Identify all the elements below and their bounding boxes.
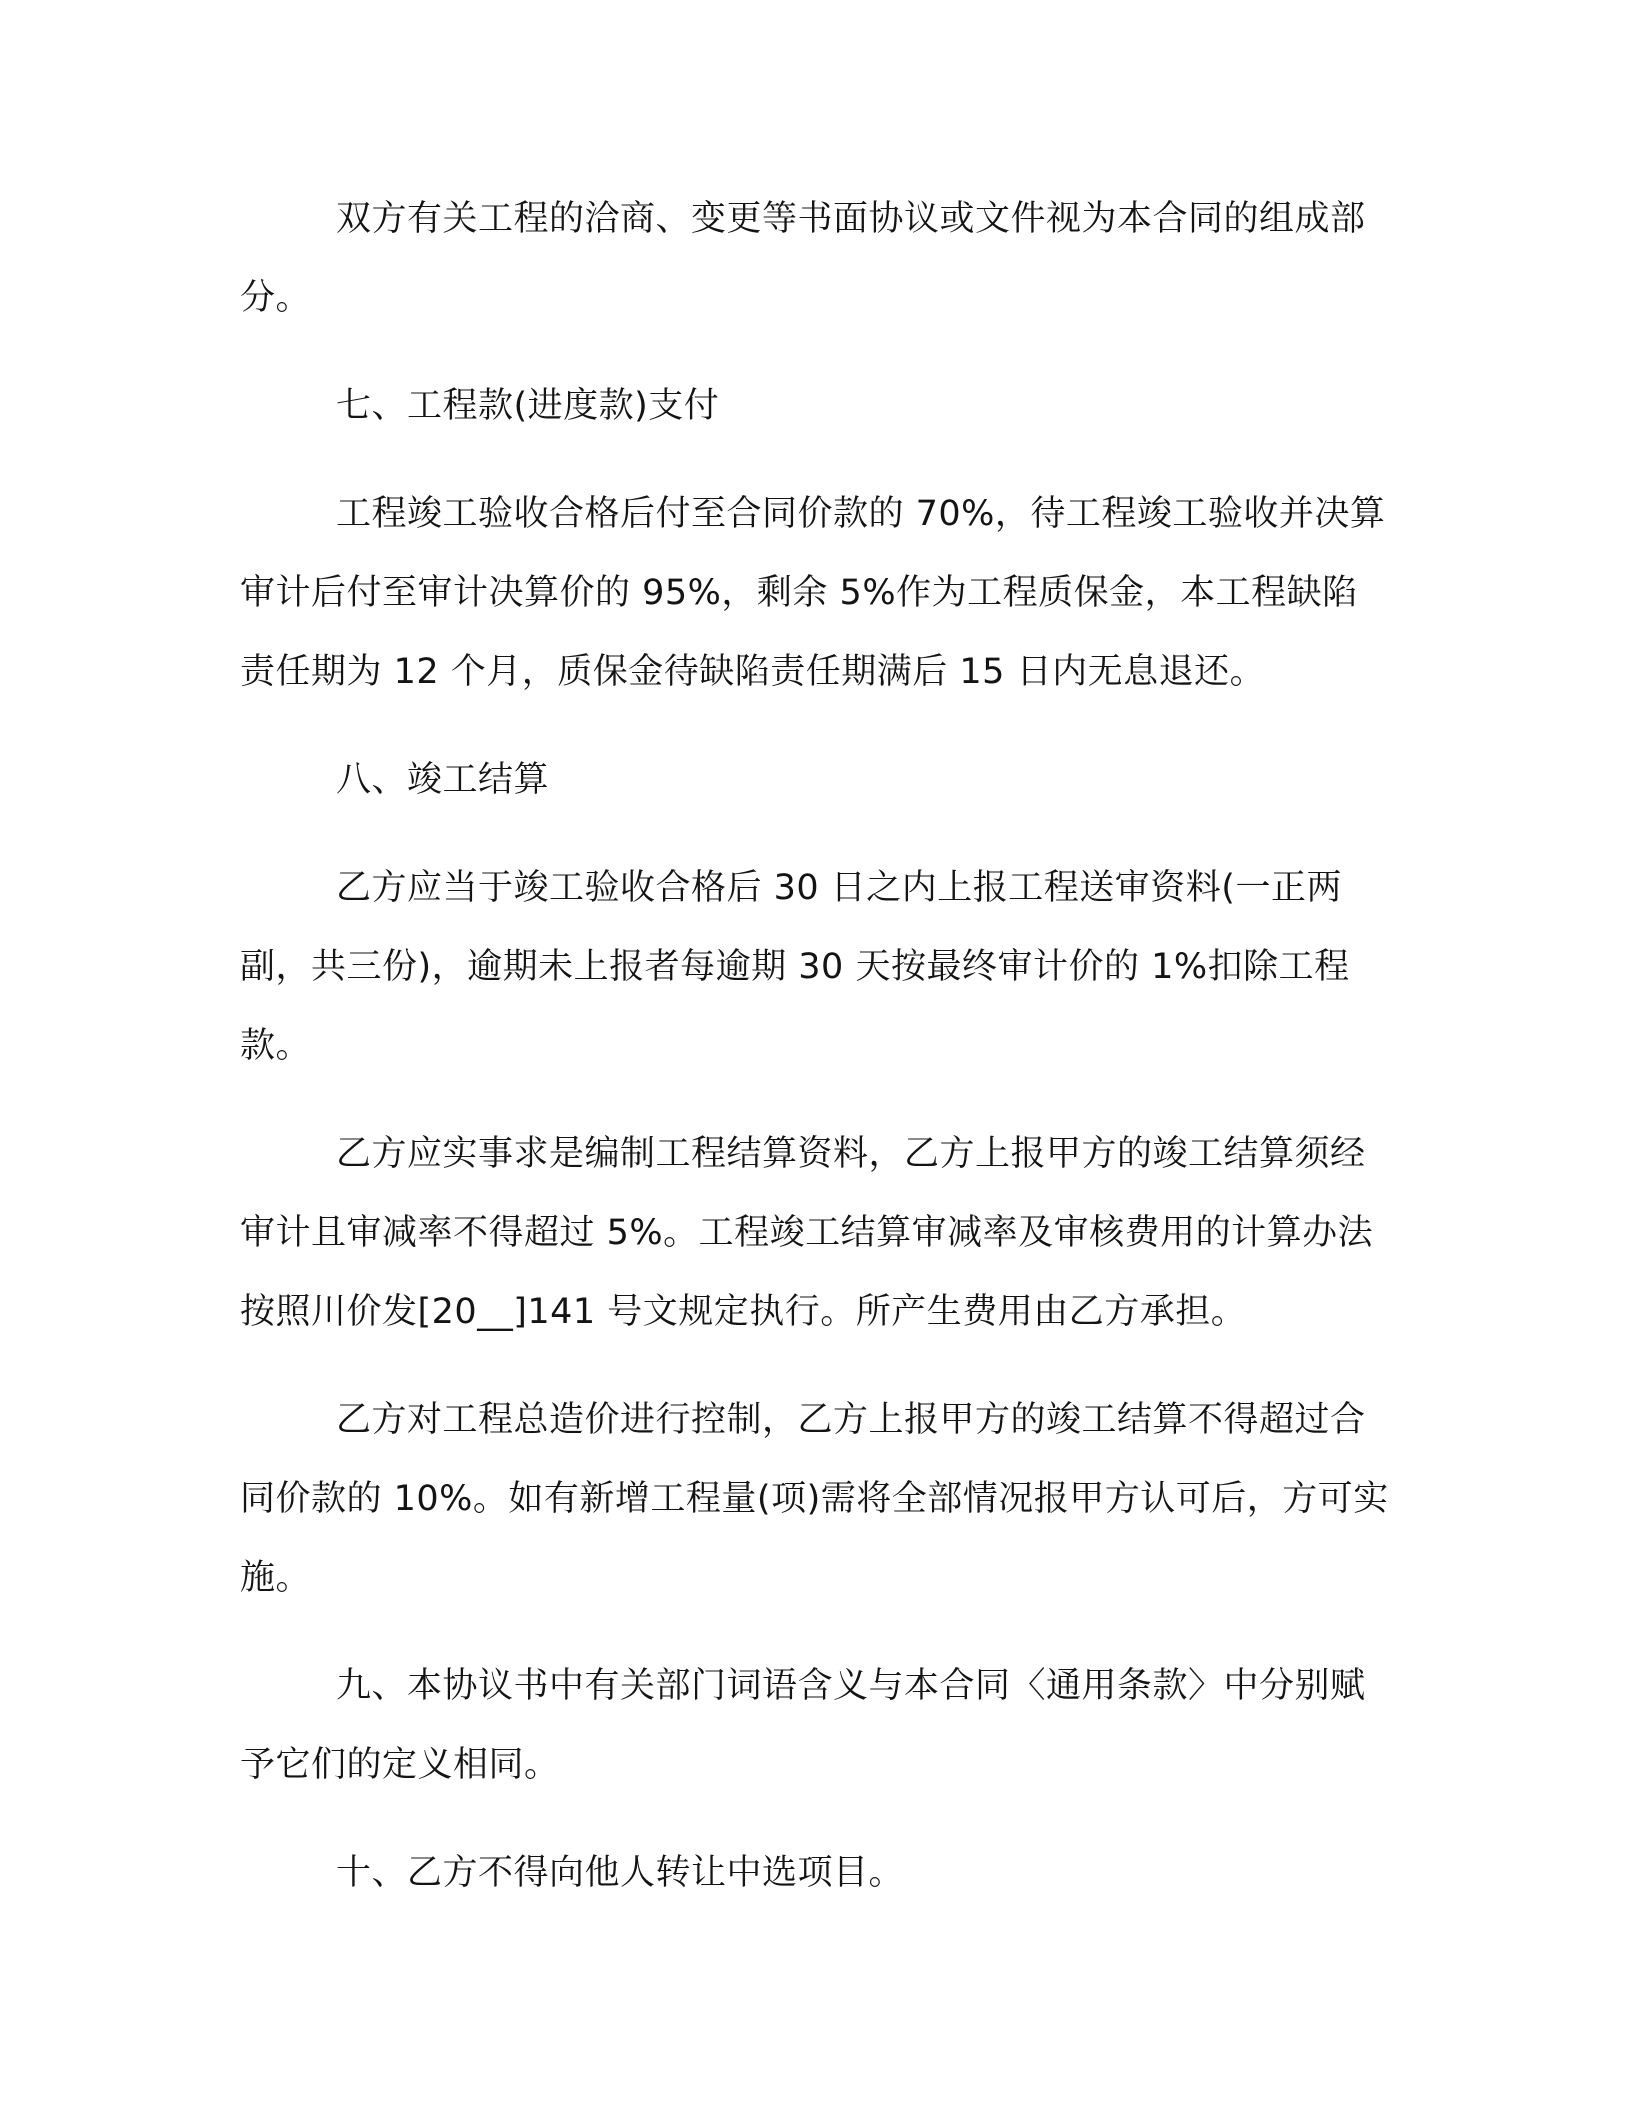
section-10-no-transfer: 十、乙方不得向他人转让中选项目。 [336, 1853, 905, 1893]
section-9-definitions: 九、本协议书中有关部门词语含义与本合同〈通用条款〉中分别赋予它们的定义相同。 [240, 1666, 1366, 1785]
paragraph-settlement-submission: 乙方应当于竣工验收合格后 30 日之内上报工程送审资料(一正两副，共三份)，逾期未上报者每逾期 30 天按最终审计价的 1%扣除工程款。 [240, 868, 1350, 1066]
paragraph-payment-terms: 工程竣工验收合格后付至合同价款的 70%，待工程竣工验收并决算审计后付至审计决算价的 95%，剩余 5%作为工程质保金，本工程缺陷责任期为 12 个月，质保金待缺陷责任期满后 15 日内无息退还。 [240, 494, 1386, 692]
section-heading-7-payment: 七、工程款(进度款)支付 [336, 386, 720, 426]
section-heading-8-settlement: 八、竣工结算 [336, 760, 550, 800]
paragraph-settlement-audit: 乙方应实事求是编制工程结算资料，乙方上报甲方的竣工结算须经审计且审减率不得超过 5%。工程竣工结算审减率及审核费用的计算办法按照川价发[20__]141 号文规定执行。所产生费用由乙方承担。 [240, 1134, 1374, 1332]
document-page [240, 180, 1390, 1942]
paragraph-cost-control: 乙方对工程总造价进行控制，乙方上报甲方的竣工结算不得超过合同价款的 10%。如有新增工程量(项)需将全部情况报甲方认可后，方可实施。 [240, 1400, 1389, 1598]
paragraph-contract-documents: 双方有关工程的洽商、变更等书面协议或文件视为本合同的组成部分。 [240, 199, 1366, 318]
